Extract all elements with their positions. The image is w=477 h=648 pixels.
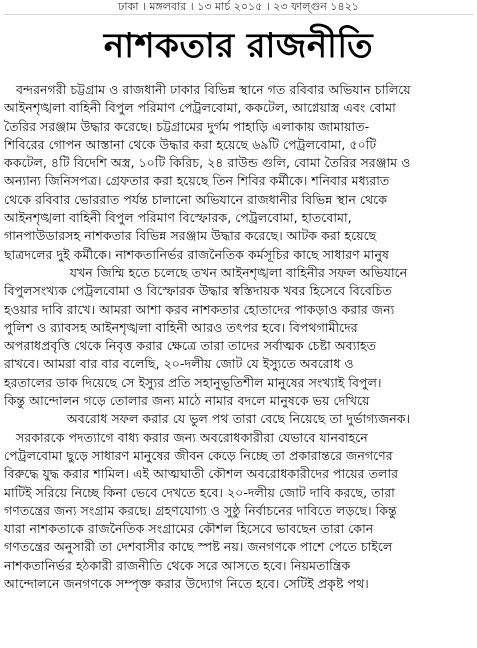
body-line-11: যখন জিম্মি হতে চলেছে তখন আইনশৃঙ্খলা বাহিনীর সফল অভিযানে	[69, 264, 408, 280]
body-line-27: নাশকতানির্ভর হঠকারী রাজনীতি থেকে সরে আসতে হবে। নিয়মতান্ত্রিক	[4, 557, 351, 573]
article-body	[4, 81, 473, 593]
body-line-4: শিবিরের গোপন আস্তানা থেকে উদ্ধার করা হয়েছে ৬৯টি পেট্রলবোমা, ৫০টি	[4, 136, 377, 152]
body-line-23: মাটিই সরিয়ে নিচ্ছে কিনা ভেবে দেখতে হবে। ২০-দলীয় জোট দাবি করছে, তারা	[4, 484, 395, 500]
body-line-24: গণতন্ত্রের জন্য সংগ্রাম করছে। গ্রহণযোগ্য ও সুষ্ঠু নির্বাচনের দাবিতে লড়ছে। কিন্তু	[4, 502, 397, 518]
body-line-15: অপরাধপ্রবৃত্তি থেকে নিবৃত্ত করার ক্ষেত্রে তারা তাদের সর্বাত্মক চেষ্টা অব্যাহত	[4, 338, 377, 354]
body-line-9: গানপাউডারসহ নাশকতার বিভিন্ন সরঞ্জাম উদ্ধার করেছে। আটক করা হয়েছে	[4, 228, 377, 244]
body-line-7: থেকে রবিবার ভোররাত পর্যন্ত চালানো অভিযানে রাজধানীর বিভিন্ন স্থান থেকে	[4, 191, 388, 207]
body-line-28: আন্দোলনে জনগণকে সম্পৃক্ত করার উদ্যোগ নিতে হবে। সেটিই প্রকৃষ্ট পথ।	[4, 576, 369, 592]
body-line-14: পুলিশ ও র‍্যাবসহ আইনশৃঙ্খলা বাহিনী আরও তৎপর হবে। বিপথগামীদের	[4, 319, 358, 335]
body-line-16: রাখবে। আমরা বার বার বলেছি, ২০-দলীয় জোট যে ইস্যুতে অবরোধ ও	[4, 356, 354, 372]
body-line-12: বিপুলসংখ্যক পেট্রলবোমা ও বিস্ফোরক উদ্ধার স্বস্তিদায়ক খবর হিসেবে বিবেচিত	[4, 283, 392, 299]
headline: নাশকতার রাজনীতি	[103, 25, 374, 66]
body-line-8: আইনশৃঙ্খলা বাহিনী বিপুল পরিমাণ বিস্ফোরক, পেট্রলবোমা, হাতবোমা,	[4, 210, 352, 226]
body-line-21: পেট্রলবোমা ছুড়ে সাধারণ মানুষের জীবন কেড়ে নিচ্ছে তা প্রকারান্তরে জনগণের	[4, 447, 393, 463]
body-line-3: তৈরির সরঞ্জাম উদ্ধার করেছে। চট্টগ্রামের দুর্গম পাহাড়ি এলাকায় জামায়াত-	[4, 118, 370, 134]
body-line-25: যারা নাশকতাকে রাজনৈতিক সংগ্রামের কৌশল হিসেবে ভাবছেন তারা কোন	[4, 521, 374, 537]
body-line-17: হরতালের ডাক দিয়েছে সে ইস্যুর প্রতি সহানুভূতিশীল মানুষের সংখ্যাই বিপুল।	[4, 374, 382, 390]
body-line-6: অন্যান্য জিনিসপত্র। গ্রেফতার করা হয়েছে তিন শিবির কর্মীকে। শনিবার মধ্যরাত	[4, 173, 390, 189]
body-line-22: বিরুদ্ধে যুদ্ধ করার শামিল। এই আত্মঘাতী কৌশল অবরোধকারীদের পায়ের তলার	[4, 466, 399, 482]
body-line-20: সরকারকে পদত্যাগে বাধ্য করার জন্য অবরোধকারীরা যেভাবে যানবাহনে	[16, 429, 368, 445]
body-line-13: হওয়ার দাবি রাখে। আমরা আশা করব নাশকতার হোতাদের পাকড়াও করার জন্য	[4, 301, 395, 317]
body-line-5: ককটেল, ৪টি বিদেশি অস্ত্র, ১০টি কিরিচ, ২৪ রাউন্ড গুলি, বোমা তৈরির সরঞ্জাম ও	[4, 155, 411, 171]
headline-wrap	[4, 19, 473, 77]
body-line-19: অবরোধ সফল করার যে ভুল পথ তারা বেছে নিয়েছে তা দুর্ভাগ্যজনক।	[66, 411, 411, 427]
body-line-1: বন্দরনগরী চট্টগ্রাম ও রাজধানী ঢাকার বিভিন্ন স্থানে গত রবিবার অভিযান চালিয়ে	[16, 82, 411, 97]
date-strip: ঢাকা । মঙ্গলবার । ১৩ মার্চ ২০১৫ । ২৩ ফাল্গুন ১৪২১	[4, 0, 473, 15]
body-line-26: গণতন্ত্রের অনুসারী তা দেশবাসীর কাছে স্পষ্ট নয়। জনগণকে পাশে পেতে চাইলে	[4, 539, 393, 555]
body-line-2: আইনশৃঙ্খলা বাহিনী বিপুল পরিমাণ পেট্রলবোমা, ককটেল, আগ্নেয়াস্ত্র এবং বোমা	[4, 100, 396, 116]
body-line-10: ছাত্রদলের দুই কর্মীকে। নাশকতানির্ভর রাজনৈতিক কর্মসূচির কাছে সাধারণ মানুষ	[4, 246, 389, 262]
body-line-18: কিন্তু আন্দোলন গড়ে তোলার জন্য মাঠে নামার বদলে মানুষকে ভয় দেখিয়ে	[4, 393, 370, 409]
